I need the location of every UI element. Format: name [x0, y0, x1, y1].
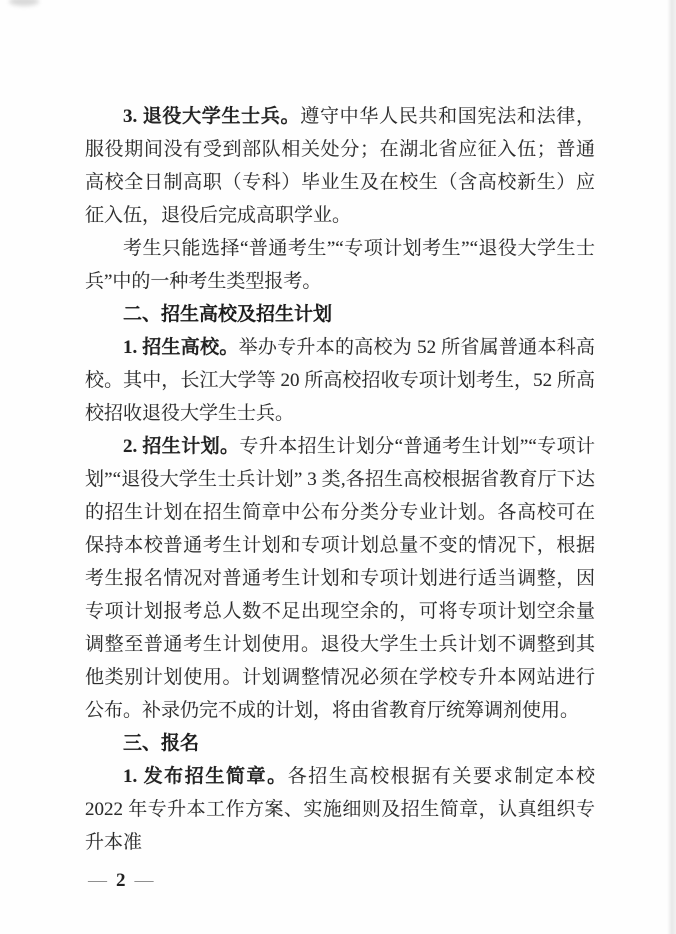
footer-dash-left: —	[88, 870, 107, 891]
paragraph-lead: 2. 招生计划。	[123, 436, 240, 457]
paragraph-enrollment-schools	[85, 331, 595, 430]
page-number-footer	[88, 869, 154, 893]
scan-smudge-artifact	[9, 0, 39, 6]
paragraph-candidate-type-restriction	[85, 232, 595, 298]
footer-page-number: 2	[116, 870, 126, 891]
paragraph-text: 各招生高校根据有关要求制定本校 2022 年专升本工作方案、实施细则及招生简章，认真组织专升本准	[85, 766, 595, 853]
paragraph-text: 举办专升本的高校为 52 所省属普通本科高校。其中，长江大学等 20 所高校招收专项计划考生，52 所高校招收退役大学生士兵。	[85, 337, 595, 424]
heading-section-two-enrollment-schools-and-plans: 二、招生高校及招生计划	[123, 304, 333, 325]
paragraph-publish-admission-brochure	[85, 760, 595, 859]
paragraph-veteran-soldier-eligibility	[85, 100, 595, 232]
document-body	[85, 100, 595, 859]
heading-section-three-registration: 三、报名	[123, 733, 200, 754]
paragraph-text: 考生只能选择“普通考生”“专项计划考生”“退役大学生士兵”中的一种考生类型报考。	[85, 238, 595, 292]
paragraph-text: 专升本招生计划分“普通考生计划”“专项计划”“退役大学生士兵计划” 3 类,各招生高校根据省教育厅下达的招生计划在招生简章中公布分类分专业计划。各高校可在保持本校普通考生计划和专项计划总量不变的情况下，根据考生报名情况对普通考生计划和专项计划进行适当调整，因专项计划报考总人数不足出现空余的，可将专项计划空余量调整至普通考生计划使用。退役大学生士兵计划不调整到其他类别计划使用。计划调整情况必须在学校专升本网站进行公布。补录仍完不成的计划，将由省教育厅统筹调剂使用。	[85, 436, 595, 721]
paragraph-lead: 1. 发布招生简章。	[123, 766, 288, 787]
footer-dash-right: —	[134, 870, 154, 891]
scan-edge-shadow	[667, 0, 676, 934]
paragraph-lead: 1. 招生高校。	[123, 337, 239, 358]
paragraph-text: 遵守中华人民共和国宪法和法律，服役期间没有受到部队相关处分；在湖北省应征入伍；普通高校全日制高职（专科）毕业生及在校生（含高校新生）应征入伍，退役后完成高职学业。	[85, 106, 595, 226]
paragraph-lead: 3. 退役大学生士兵。	[123, 106, 301, 127]
paragraph-enrollment-plan	[85, 430, 595, 727]
